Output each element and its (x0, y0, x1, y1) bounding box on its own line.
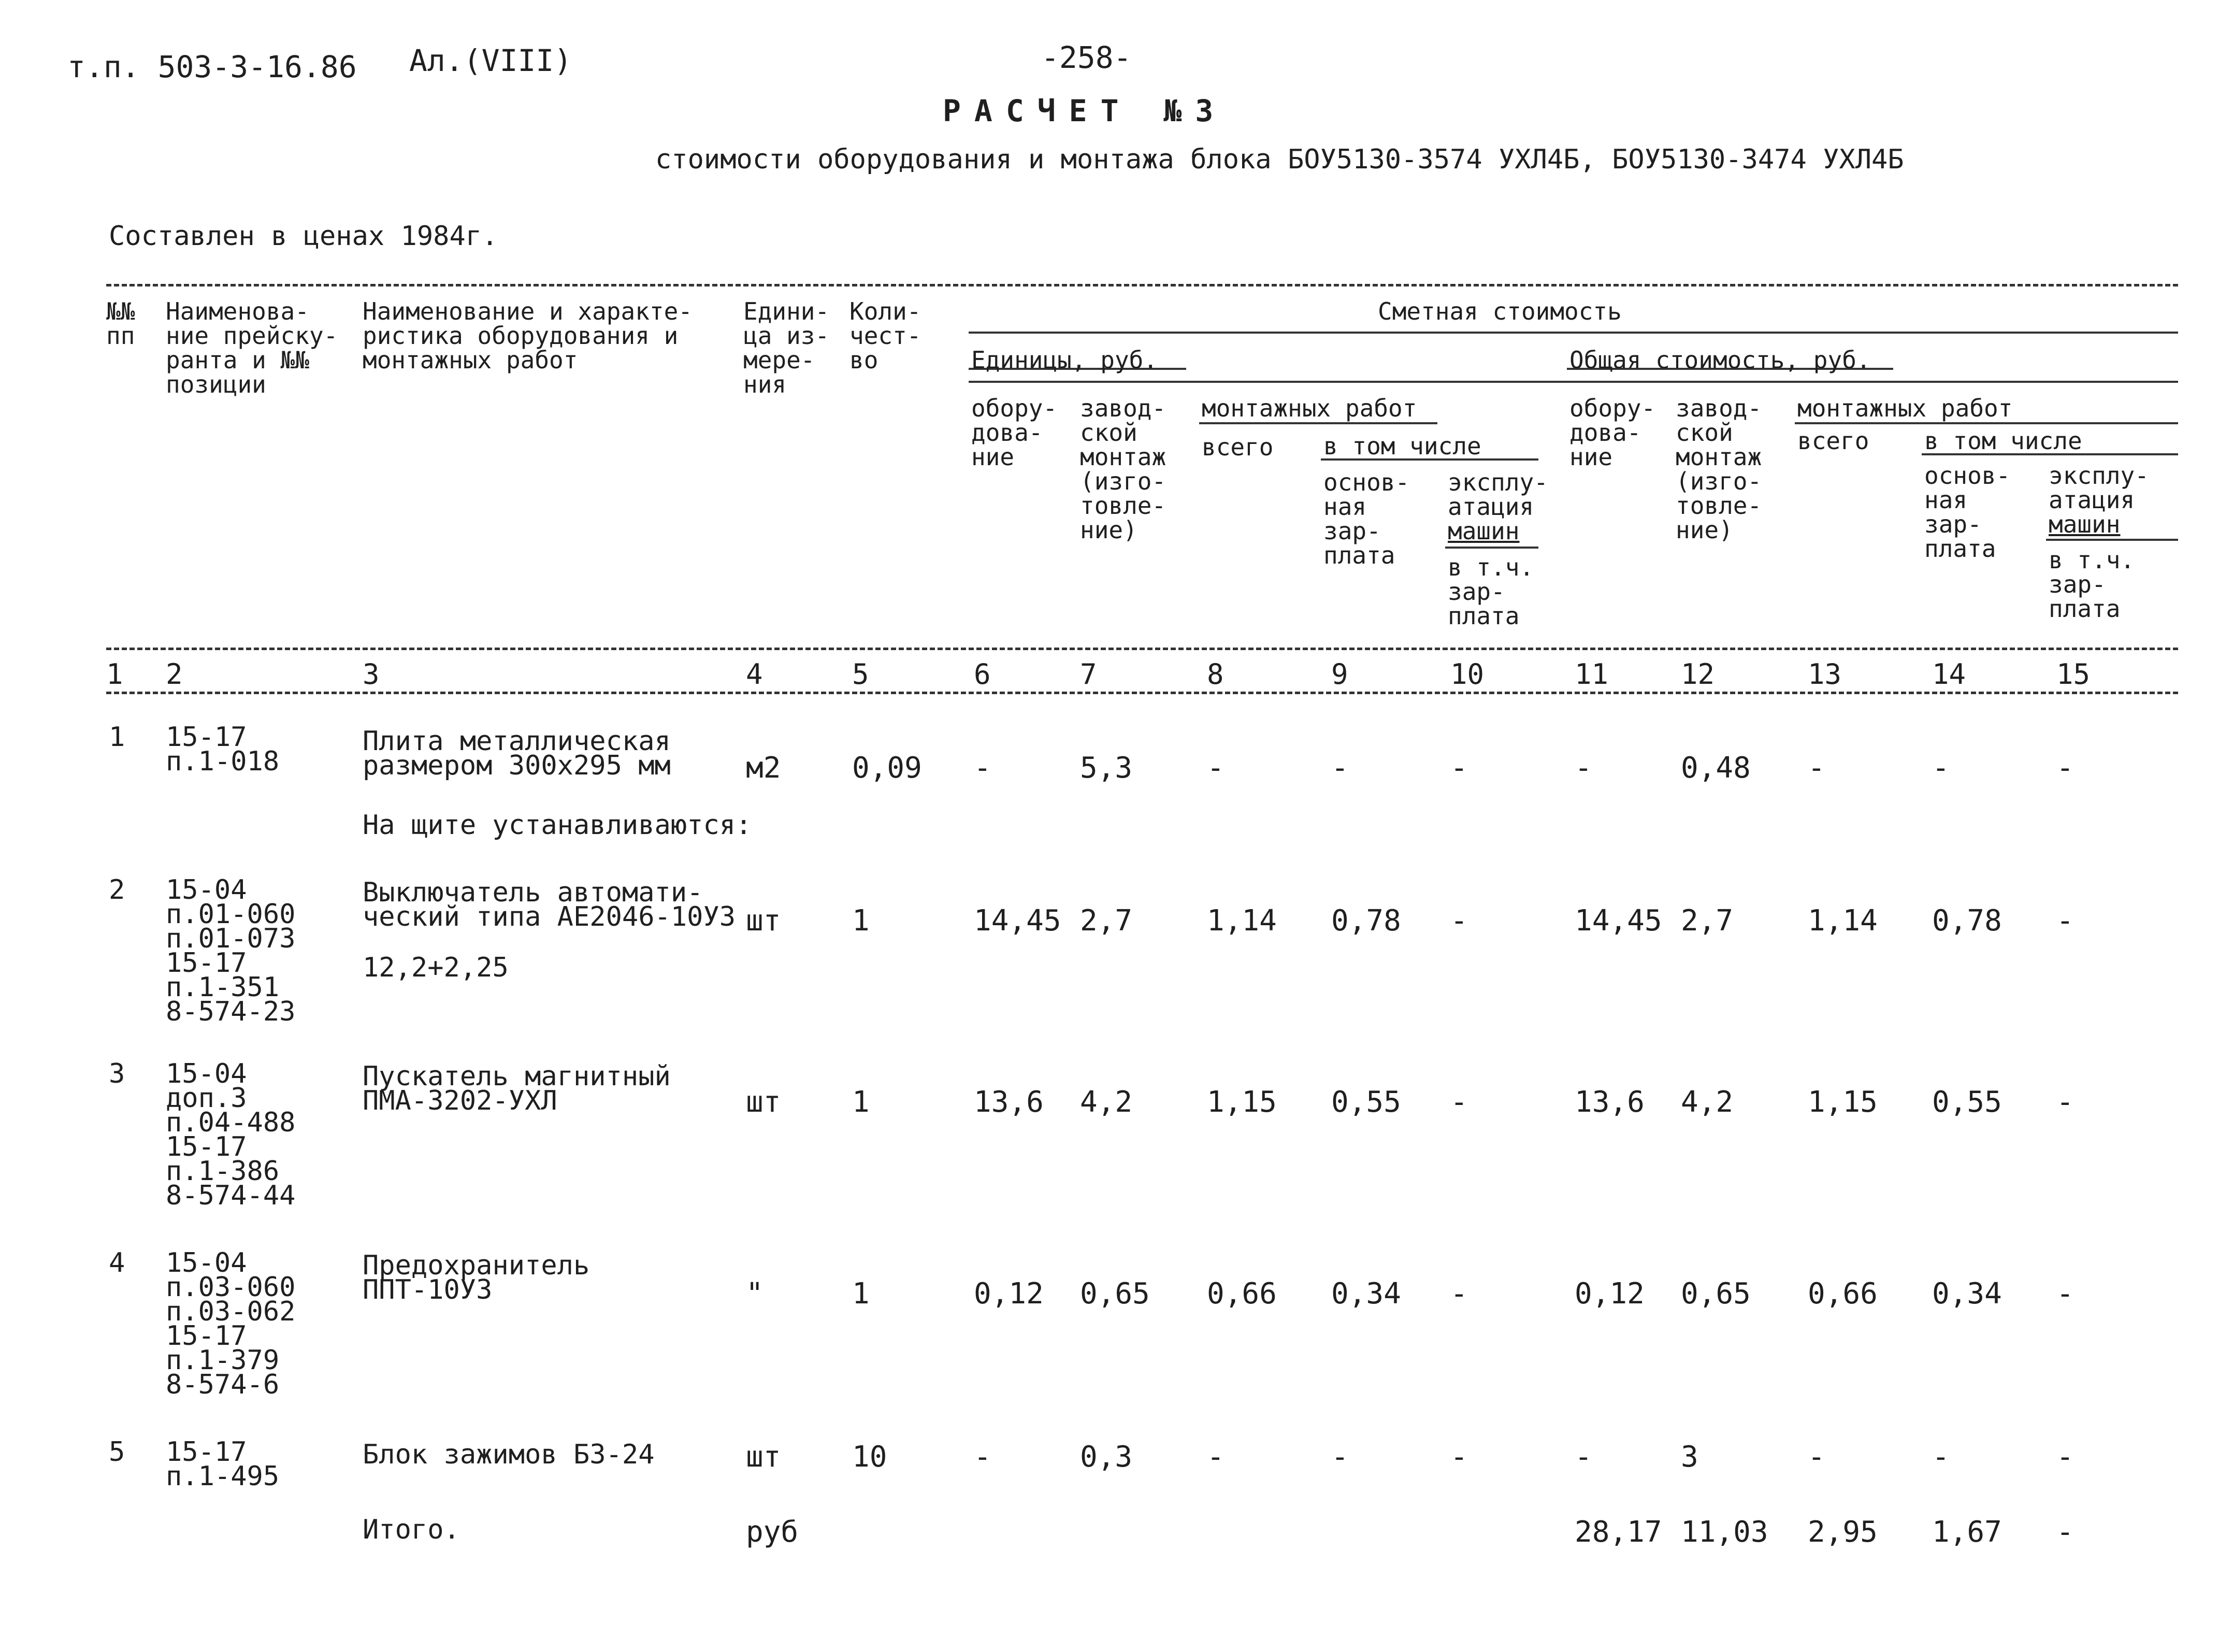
col-number: 5 (852, 658, 869, 691)
page-subtitle: стоимости оборудования и монтажа блока БОУ5130-3574 УХЛ4Б, БОУ5130-3474 УХЛ4Б (655, 144, 1904, 175)
row-4-name: Предохранитель ППТ-10УЗ (363, 1250, 590, 1305)
row-4-c12: 0,65 (1681, 1277, 1751, 1311)
row-5-c7: 0,3 (1080, 1440, 1133, 1474)
row-3-c8: 1,15 (1207, 1085, 1277, 1119)
row-1-c11: - (1575, 751, 1592, 785)
row-4-qty: 1 (852, 1277, 870, 1311)
row-2-c13: 1,14 (1808, 904, 1878, 938)
row-3-c14: 0,55 (1932, 1085, 2002, 1119)
row-4-c9: 0,34 (1331, 1277, 1401, 1311)
total-unit: руб (746, 1515, 799, 1549)
header-unit-total: всего (1202, 433, 1274, 461)
row-1-c10: - (1450, 751, 1468, 785)
row-5-code: 15-17 п.1-495 (166, 1436, 280, 1492)
mounted-note: На щите устанавливаются: (363, 810, 752, 841)
row-5-c10: - (1450, 1440, 1468, 1474)
row-3-c11: 13,6 (1575, 1085, 1645, 1119)
header-total-installation: монтажных работ (1797, 394, 2013, 422)
row-1-c13: - (1808, 751, 1825, 785)
total-install-rule (1795, 422, 2178, 424)
row-4-c10: - (1450, 1277, 1468, 1311)
row-1-no: 1 (109, 722, 125, 753)
header-col-qty: Коли- чест- во (849, 297, 921, 374)
header-unit-including: в том числе (1323, 432, 1481, 460)
header-total-equipment: обору- дова- ние (1569, 394, 1656, 471)
album-mark: Ал.(VIII) (409, 43, 572, 78)
header-unit-base-salary: основ- ная зар- плата (1323, 468, 1410, 569)
row-1-qty: 0,09 (852, 751, 922, 785)
row-2-code: 15-04 п.01-060 п.01-073 15-17 п.1-351 8-574-23 (166, 874, 296, 1027)
header-estimate: Сметная стоимость (1378, 297, 1622, 325)
total-c15: - (2056, 1515, 2074, 1549)
col-number: 3 (363, 658, 380, 691)
row-5-no: 5 (109, 1436, 125, 1468)
row-3-code: 15-04 доп.3 п.04-488 15-17 п.1-386 8-574-44 (166, 1058, 296, 1211)
col-number: 10 (1450, 658, 1485, 691)
row-3-qty: 1 (852, 1085, 870, 1119)
col-number: 1 (106, 658, 123, 691)
row-4-c14: 0,34 (1932, 1277, 2002, 1311)
row-3-c9: 0,55 (1331, 1085, 1401, 1119)
row-5-unit: шт (746, 1440, 781, 1474)
row-2-c8: 1,14 (1207, 904, 1277, 938)
document-code: т.п. 503-3-16.86 (67, 49, 357, 84)
col-number: 8 (1207, 658, 1224, 691)
total-c11: 28,17 (1575, 1515, 1662, 1549)
header-unit-equipment: обору- дова- ние (971, 394, 1058, 471)
row-2-c15: - (2056, 904, 2074, 938)
row-1-c6: - (974, 751, 991, 785)
row-5-c13: - (1808, 1440, 1825, 1474)
row-5-c9: - (1331, 1440, 1349, 1474)
col-number: 14 (1932, 658, 1966, 691)
header-unit-factory: завод- ской монтаж (изго- товле- ние) (1080, 394, 1166, 544)
row-2-qty: 1 (852, 904, 870, 938)
row-5-c6: - (974, 1440, 991, 1474)
row-1-c8: - (1207, 751, 1224, 785)
col-number: 15 (2056, 658, 2091, 691)
row-3-c13: 1,15 (1808, 1085, 1878, 1119)
row-2-c11: 14,45 (1575, 904, 1662, 938)
row-4-unit: " (746, 1277, 763, 1311)
row-2-c7: 2,7 (1080, 904, 1133, 938)
row-5-name: Блок зажимов БЗ-24 (363, 1439, 655, 1470)
col-number: 13 (1808, 658, 1842, 691)
row-4-code: 15-04 п.03-060 п.03-062 15-17 п.1-379 8-574-6 (166, 1247, 296, 1400)
header-total-incl-salary: в т.ч. зар- плата (2049, 546, 2135, 623)
header-col-unit: Едини- ца из- мере- ния (743, 297, 830, 398)
header-col-pricelist: Наименова- ние прейску- ранта и №№ позиции (166, 297, 338, 398)
header-col-name: Наименование и характе- ристика оборудования и монтажных работ (363, 297, 693, 374)
row-2-unit: шт (746, 904, 781, 938)
unit-install-rule (1199, 422, 1437, 424)
row-3-unit: шт (746, 1085, 781, 1119)
prices-note: Составлен в ценах 1984г. (109, 221, 498, 252)
header-unit-cost: Единицы, руб. (971, 346, 1158, 374)
row-5-c15: - (2056, 1440, 2074, 1474)
row-4-c8: 0,66 (1207, 1277, 1277, 1311)
header-total-including: в том числе (1924, 427, 2082, 455)
row-1-c7: 5,3 (1080, 751, 1133, 785)
total-c13: 2,95 (1808, 1515, 1878, 1549)
estimate-rule (969, 332, 2178, 334)
total-c12: 11,03 (1681, 1515, 1768, 1549)
row-3-name: Пускатель магнитный ПМА-3202-УХЛ (363, 1061, 671, 1116)
row-1-name: Плита металлическая размером 300х295 мм (363, 726, 671, 781)
row-2-name: Выключатель автомати- ческий типа АЕ2046-10УЗ (363, 877, 736, 932)
row-4-c15: - (2056, 1277, 2074, 1311)
header-unit-incl-salary: в т.ч. зар- плата (1448, 553, 1534, 630)
col-number-rule (106, 692, 2178, 694)
row-4-c13: 0,66 (1808, 1277, 1878, 1311)
row-2-extra: 12,2+2,25 (363, 952, 509, 983)
row-2-c12: 2,7 (1681, 904, 1734, 938)
header-total-cost: Общая стоимость, руб. (1569, 346, 1871, 374)
col-number: 7 (1080, 658, 1097, 691)
row-1-c14: - (1932, 751, 1950, 785)
row-3-c10: - (1450, 1085, 1468, 1119)
header-unit-installation: монтажных работ (1202, 394, 1417, 422)
row-4-c11: 0,12 (1575, 1277, 1645, 1311)
header-total-factory: завод- ской монтаж (изго- товле- ние) (1676, 394, 1762, 544)
col-number: 9 (1331, 658, 1348, 691)
row-3-c6: 13,6 (974, 1085, 1044, 1119)
row-1-c9: - (1331, 751, 1349, 785)
row-3-c12: 4,2 (1681, 1085, 1734, 1119)
table-top-rule (106, 284, 2178, 286)
cost-groups-rule (969, 381, 2178, 383)
header-total-machine: эксплу- атация (2049, 462, 2149, 514)
col-number: 4 (746, 658, 763, 691)
row-1-code: 15-17 п.1-018 (166, 722, 280, 777)
row-2-c10: - (1450, 904, 1468, 938)
page-title: РАСЧЕТ №3 (943, 93, 1227, 128)
header-unit-machine: эксплу- атация (1448, 468, 1548, 521)
total-machine-rule (2046, 539, 2178, 541)
unit-machine-rule (1445, 547, 1538, 549)
page-number: -258- (1041, 40, 1132, 75)
header-total-total: всего (1797, 427, 1869, 455)
row-2-no: 2 (109, 874, 125, 906)
col-number: 11 (1575, 658, 1609, 691)
total-c14: 1,67 (1932, 1515, 2002, 1549)
header-bottom-rule (106, 648, 2178, 650)
row-4-c7: 0,65 (1080, 1277, 1150, 1311)
header-total-base-salary: основ- ная зар- плата (1924, 462, 2011, 563)
row-2-c14: 0,78 (1932, 904, 2002, 938)
row-1-unit: м2 (746, 751, 781, 785)
row-1-c15: - (2056, 751, 2074, 785)
col-number: 2 (166, 658, 183, 691)
row-1-c12: 0,48 (1681, 751, 1751, 785)
row-5-qty: 10 (852, 1440, 887, 1474)
row-5-c8: - (1207, 1440, 1224, 1474)
header-col-no: №№ пп (106, 297, 135, 350)
row-5-c14: - (1932, 1440, 1950, 1474)
header-unit-machine-word: машин (1448, 517, 1520, 545)
col-number: 12 (1681, 658, 1715, 691)
row-5-c12: 3 (1681, 1440, 1698, 1474)
row-2-c9: 0,78 (1331, 904, 1401, 938)
col-number: 6 (974, 658, 991, 691)
total-label: Итого. (363, 1514, 460, 1545)
row-4-c6: 0,12 (974, 1277, 1044, 1311)
row-3-c7: 4,2 (1080, 1085, 1133, 1119)
header-total-machine-word: машин (2049, 510, 2121, 538)
row-5-c11: - (1575, 1440, 1592, 1474)
row-3-no: 3 (109, 1058, 125, 1089)
row-3-c15: - (2056, 1085, 2074, 1119)
row-2-c6: 14,45 (974, 904, 1061, 938)
row-4-no: 4 (109, 1247, 125, 1278)
